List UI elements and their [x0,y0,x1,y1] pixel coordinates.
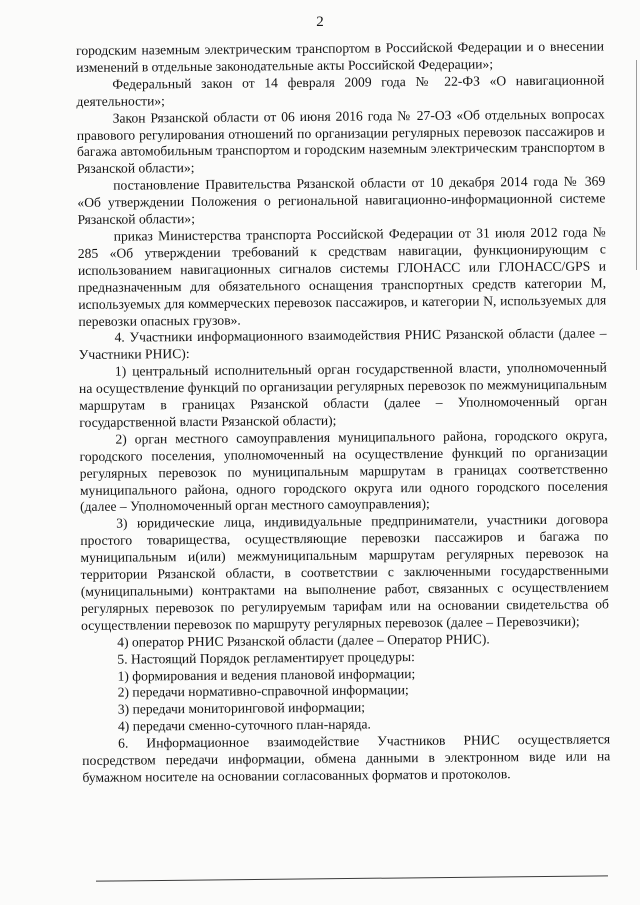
paragraph-government-decree: постановление Правительства Рязанской области от 10 декабря 2014 года № 369 «Об утверждении Положения о региональной навигационно-информационной системе Рязанской области»; [77,173,606,228]
procedure-item-1: 1) формирования и ведения плановой информации; [117,665,416,684]
section-5-heading: 5. Настоящий Порядок регламентирует процедуры: [117,648,415,667]
paragraph-ministry-order: приказ Министерства транспорта Российской Федерации от 31 июля 2012 года № 285 «Об утверждении требований к средствам навигации, функционирующим с использованием навигационных сигналов системы ГЛОНАСС или ГЛОНАСС/GPS и предназначенным для обязательного оснащения транспортных средств категории М, используемых для коммерческих перевозок пассажиров, и категории N, используемых для перевозки опасных грузов». [77,224,607,329]
document-body [76,38,610,786]
section-6-paragraph: 6. Информационное взаимодействие Участников РНИС осуществляется посредством передачи информации, обмена данными в электронном виде или на бумажном носителе на основании согласованных форматов и протоколов. [82,731,611,785]
page-number: 2 [316,14,324,30]
paragraph-federal-law: Федеральный закон от 14 февраля 2009 года № 22-ФЗ «О навигационной деятельности»; [76,72,605,109]
participant-item-3: 3) юридические лица, индивидуальные предприниматели, участники договора простого товарищества, осуществляющие перевозки пассажиров и багажа по муниципальным и(или) межмуниципальным маршрутам регулярных перевозок на территории Рязанской области, в соответствии с заключенными государственными (муниципальными) контрактами на выполнение работ, связанных с осуществлением регулярных перевозок по регулируемым тарифам или на основании свидетельства об осуществлении перевозок по маршруту регулярных перевозок (далее – Перевозчики); [80,511,609,633]
paragraph-continuation: городским наземным электрическим транспортом в Российской Федерации и о внесении изменений в отдельные законодательные акты Российской Федерации»; [76,38,605,75]
section-4-heading: 4. Участники информационного взаимодействия РНИС Рязанской области (далее – Участники РНИС): [78,325,607,363]
procedure-item-4: 4) передачи сменно-суточного план-наряда. [117,716,371,734]
scan-edge-line [636,60,637,270]
procedure-item-2: 2) передачи нормативно-справочной информации; [117,682,409,701]
participant-item-4: 4) оператор РНИС Рязанской области (далее – Оператор РНИС). [117,631,490,650]
scan-bottom-line [96,875,608,881]
procedure-item-3: 3) передачи мониторинговой информации; [117,699,366,718]
participant-item-2: 2) орган местного самоуправления муниципального района, городского округа, городского поселения, уполномоченный на осуществление функций по организации регулярных перевозок по муниципальным маршрутам в границах соответственно муниципального района, одного городского округа или одного городского поселения (далее – Уполномоченный орган местного самоуправления); [79,427,608,515]
participant-item-1: 1) центральный исполнительный орган государственной власти, уполномоченный на осуществление функций по организации регулярных перевозок по межмуниципальным маршрутам в границах Рязанской области (далее – Уполномоченный орган государственной власти Рязанской области); [78,359,608,430]
paragraph-regional-law: Закон Рязанской области от 06 июня 2016 года № 27-ОЗ «Об отдельных вопросах правового регулирования отношений по организации регулярных перевозок пассажиров и багажа автомобильным транспортом и городским наземным электрическим транспортом в Рязанской области»; [76,106,605,177]
